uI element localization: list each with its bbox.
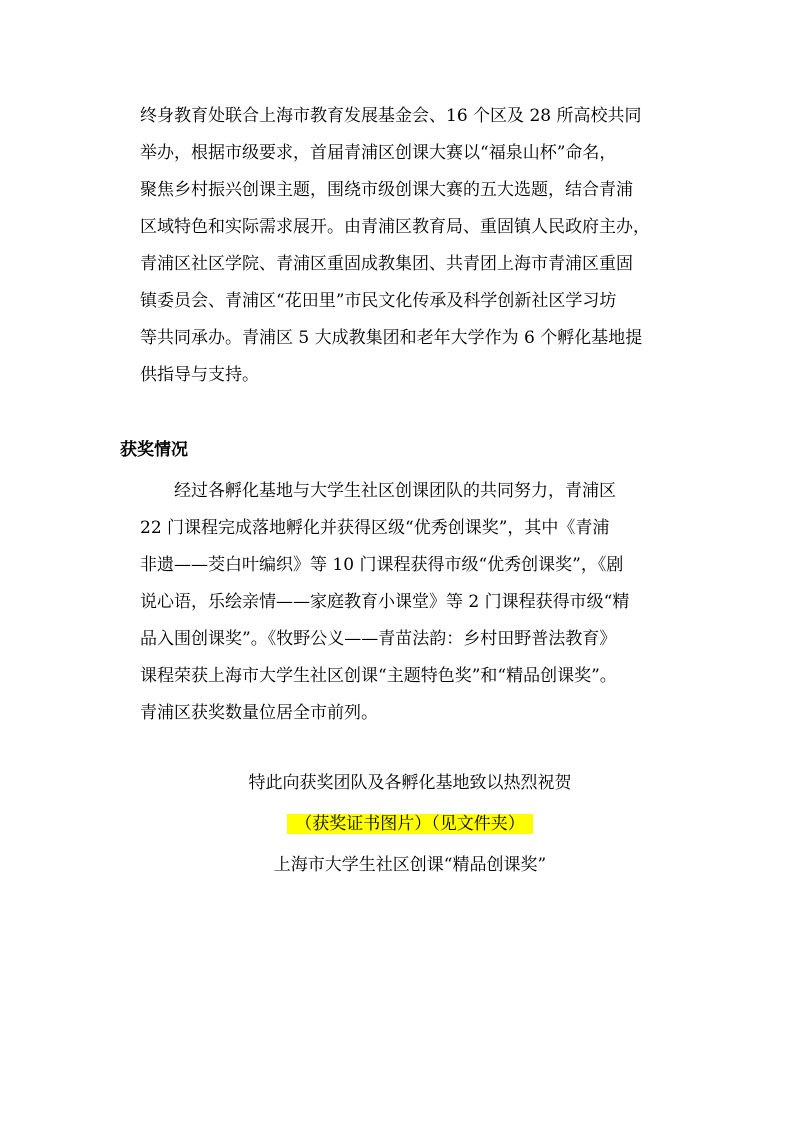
award-caption: 上海市大学生社区创课“精品创课奖”	[273, 855, 547, 875]
awards-paragraph	[140, 473, 680, 732]
intro-line-1: 终身教育处联合上海市教育发展基金会、16 个区及 28 所高校共同	[140, 106, 642, 126]
awards-line-2: 22 门课程完成落地孵化并获得区级“优秀创课奖”，其中《青浦	[140, 518, 610, 538]
intro-line-8: 供指导与支持。	[140, 365, 259, 385]
certificate-note-wrapper	[140, 809, 680, 839]
congratulations-line: 特此向获奖团队及各孵化基地致以热烈祝贺	[248, 773, 572, 793]
awards-line-1: 经过各孵化基地与大学生社区创课团队的共同努力，青浦区	[140, 481, 616, 501]
awards-line-5: 品入围创课奖”。《牧野公义——青苗法韵：乡村田野普法教育》	[140, 629, 617, 649]
awards-line-7: 青浦区获奖数量位居全市前列。	[140, 703, 378, 723]
intro-line-7: 等共同承办。青浦区 5 大成教集团和老年大学作为 6 个孵化基地提	[140, 328, 643, 348]
intro-paragraph	[140, 98, 680, 394]
intro-line-2: 举办，根据市级要求，首届青浦区创课大赛以“福泉山杯”命名，	[140, 143, 617, 163]
certificate-note: （获奖证书图片）（见文件夹）	[287, 814, 533, 834]
intro-line-6: 镇委员会、青浦区“花田里”市民文化传承及科学创新社区学习坊	[140, 291, 617, 311]
awards-line-6: 课程荣获上海市大学生社区创课“主题特色奖”和“精品创课奖”。	[140, 666, 617, 686]
awards-line-3: 非遗——茭白叶编织》等 10 门课程获得市级“优秀创课奖”，《剧	[140, 555, 624, 575]
intro-line-3: 聚焦乡村振兴创课主题，围绕市级创课大赛的五大选题，结合青浦	[140, 180, 633, 200]
intro-line-4: 区域特色和实际需求展开。由青浦区教育局、重固镇人民政府主办，	[140, 217, 650, 237]
awards-heading: 获奖情况	[120, 440, 188, 460]
intro-line-5: 青浦区社区学院、青浦区重固成教集团、共青团上海市青浦区重固	[140, 254, 633, 274]
awards-line-4: 说心语，乐绘亲情——家庭教育小课堂》等 2 门课程获得市级“精	[140, 592, 630, 612]
